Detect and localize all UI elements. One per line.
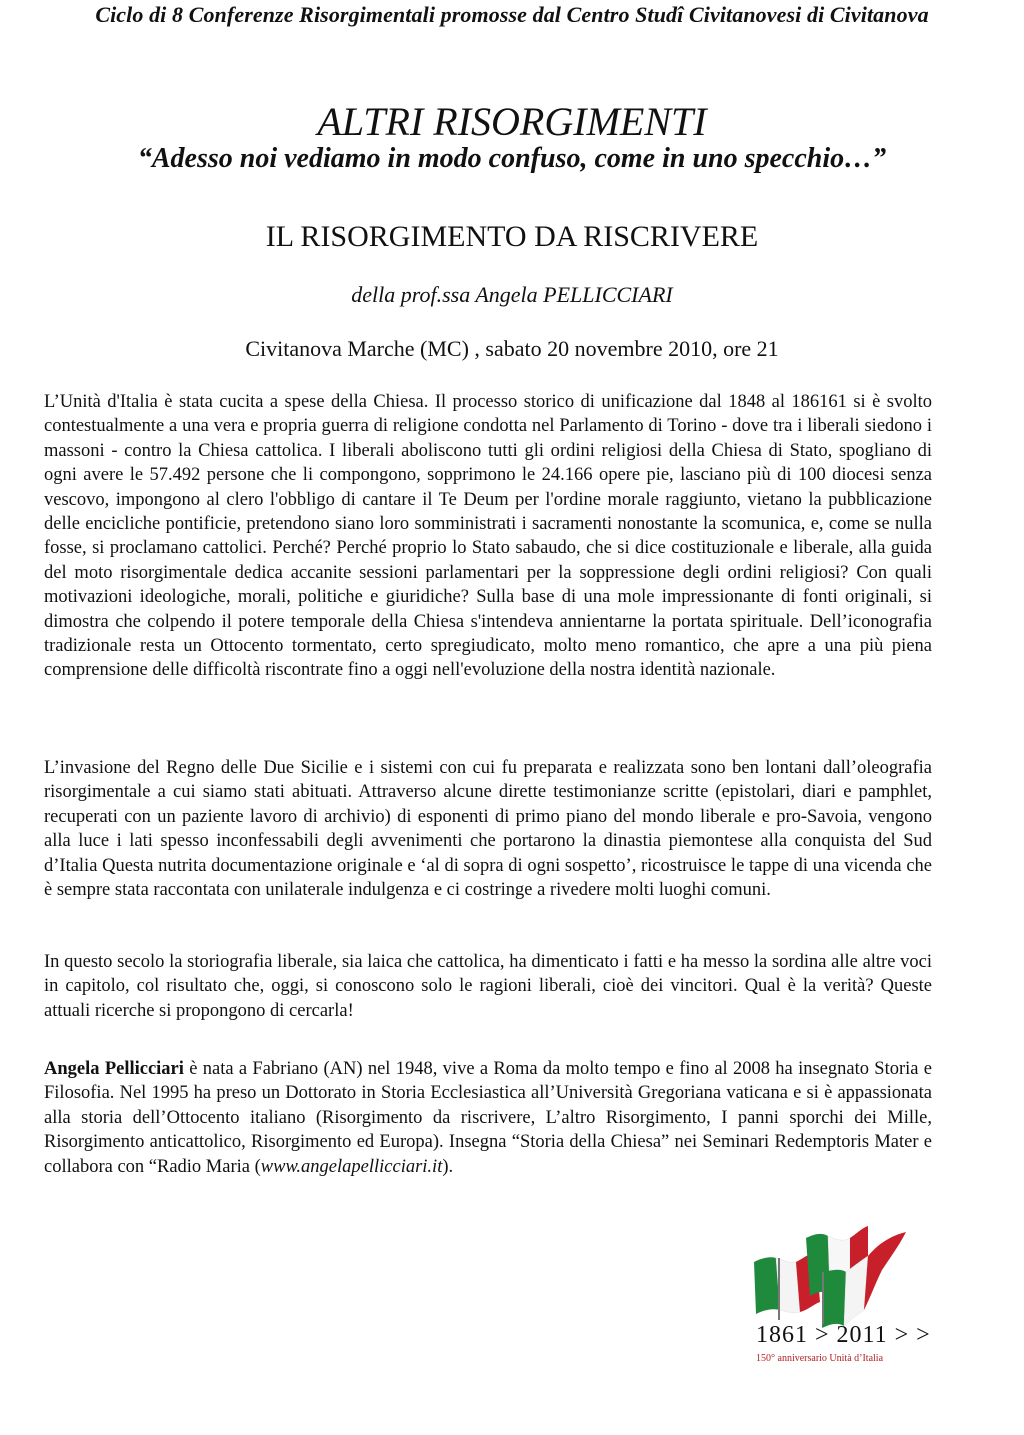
- flag-right-green: [822, 1270, 846, 1328]
- bio-closing: ).: [442, 1156, 454, 1177]
- logo-years: 1861 > 2011 > >: [756, 1322, 931, 1348]
- paragraph-2: L’invasione del Regno delle Due Sicilie e i sistemi con cui fu preparata e realizzata sono ben lontani dall’oleografia risorgimentale a cui siamo stati abituati. Attraverso alcune dirette testimonianze scritte (epistolari, diari e pamphlet, recuperati con un paziente lavoro di archivio) di esponenti di primo piano del mondo liberale e pro-Savoia, vengono alla luce i lati spesso inconfessabili degli avvenimenti che portarono la dinastia piemontese alla conquista del Sud d’Italia Questa nutrita documentazione originale e ‘al di sopra di ogni sospetto’, ricostruisce le tappe di una vicenda che è sempre stata raccontata con unilaterale indulgenza e ci costringe a rivedere molti luoghi comuni.: [44, 758, 932, 901]
- flag-pole-left: [778, 1258, 780, 1320]
- title-quote: “Adesso noi vediamo in modo confuso, come in uno specchio…”: [137, 143, 887, 174]
- author-bio: [44, 1057, 932, 1179]
- bio-text: è nata a Fabriano (AN) nel 1948, vive a Roma da molto tempo e fino al 2008 ha insegnato Storia e Filosofia. Nel 1995 ha preso un Dottorato in Storia Ecclesiastica all’Università Gregoriana vaticana e si è appassionata alla storia dell’Ottocento italiano (Risorgimento da riscrivere, L’altro Risorgimento, I panni sporchi dei Mille, Risorgimento anticattolico, Risorgimento ed Europa). Insegna “Storia della Chiesa” nei Seminari Redemptoris Mater e collabora con “Radio Maria (: [44, 1059, 932, 1177]
- flag-pole-right: [822, 1272, 824, 1324]
- author-line: della prof.ssa Angela PELLICCIARI: [351, 282, 673, 307]
- paragraph-1: L’Unità d'Italia è stata cucita a spese della Chiesa. Il processo storico di unificazione dal 1848 al 186161 si è svolto contestualmente a una vera e propria guerra di religione condotta nel Parlamento di Torino - dove tra i liberali siedono i massoni - contro la Chiesa cattolica. I liberali aboliscono tutti gli ordini religiosi della Chiesa di Stato, spogliano di ogni avere le 57.492 persone che li compongono, sopprimono le 24.166 opere pie, lasciano più di 100 diocesi senza vescovo, impongono al clero l'obbligo di cantare il Te Deum per l'ordine morale raggiunto, vietano la pubblicazione delle encicliche pontificie, pretendono siano loro somministrati i sacramenti nonostante la scomunica, e, come se nulla fosse, si proclamano cattolici. Perché? Perché proprio lo Stato sabaudo, che si dice costituzionale e liberale, alla guida del moto risorgimentale dedica accanite sessioni parlamentari per la soppressione degli ordini religiosi? Con quali motivazioni ideologiche, morali, politiche e giuridiche? Sulla base di una mole impressionante di fonti originali, si dimostra che colpendo il potere temporale della Chiesa s'intendeva annientarne la portata spirituale. Dell’iconografia tradizionale resta un Ottocento tormentato, certo spregiudicato, molto meno romantico, che apre a una più piena comprensione delle difficoltà riscontrate fino a oggi nell'evoluzione della nostra identità nazionale.: [44, 392, 932, 681]
- logo-caption: 150° anniversario Unità d’Italia: [756, 1353, 884, 1364]
- lecture-title: IL RISORGIMENTO DA RISCRIVERE: [265, 220, 759, 253]
- flag-right-red: [864, 1232, 906, 1310]
- paragraph-3: In questo secolo la storiografia liberale, sia laica che cattolica, ha dimenticato i fatti e ha messo la sordina alle altre voci in capitolo, col risultato che, oggi, si conoscono solo le ragioni liberali, cioè dei vincitori. Qual è la verità? Queste attuali ricerche si propongono di cercarla!: [44, 952, 932, 1021]
- flag-left-green: [754, 1257, 780, 1314]
- event-details: Civitanova Marche (MC) , sabato 20 novembre 2010, ore 21: [245, 336, 779, 361]
- bio-author-name: Angela Pellicciari: [44, 1059, 184, 1079]
- document-title: ALTRI RISORGIMENTI: [317, 99, 707, 144]
- bio-website-link[interactable]: www.angelapellicciari.it: [260, 1156, 443, 1177]
- conference-series-header: Ciclo di 8 Conferenze Risorgimentali promosse dal Centro Studî Civitanovesi di Civitanova: [95, 2, 929, 27]
